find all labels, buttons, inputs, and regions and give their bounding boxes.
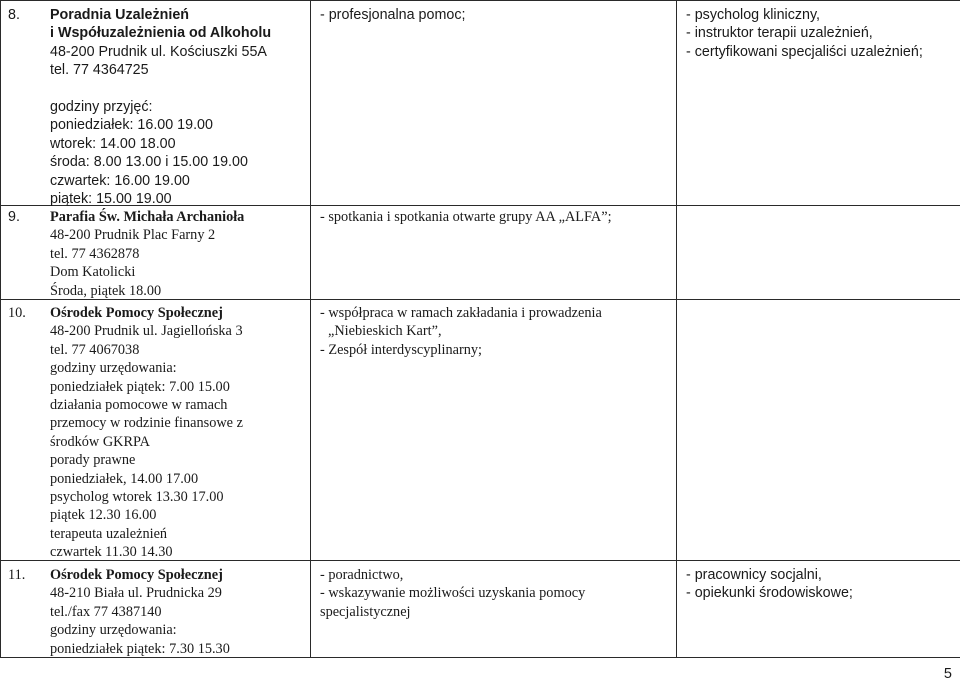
institution-name: i Współuzależnienia od Alkoholu xyxy=(50,25,272,42)
services-cell xyxy=(320,566,585,621)
hours-heading: godziny urzędowania: xyxy=(50,622,177,639)
institution-cell xyxy=(50,6,271,208)
hours-line: Środa, piątek 18.00 xyxy=(50,282,162,299)
info-line: środków GKRPA xyxy=(50,433,150,450)
service-line: specjalistycznej xyxy=(320,603,411,620)
institution-name: Ośrodek Pomocy Społecznej xyxy=(50,305,223,321)
hours-line: piątek 12.30 16.00 xyxy=(50,507,157,524)
hours-line: poniedziałek piątek: 7.30 15.30 xyxy=(50,640,230,657)
hours-line: poniedziałek: 16.00 19.00 xyxy=(50,117,213,134)
institution-cell xyxy=(50,304,243,561)
info-line: działania pomocowe w ramach xyxy=(50,396,228,413)
row-number: 10. xyxy=(8,305,26,321)
info-line: terapeuta uzależnień xyxy=(50,525,168,542)
services-cell xyxy=(320,6,465,24)
service-line: - wskazywanie możliwości uzyskania pomocy xyxy=(320,585,586,602)
staff-cell xyxy=(686,566,853,603)
hours-heading: godziny przyjęć: xyxy=(50,98,153,115)
service-line: „Niebieskich Kart”, xyxy=(328,323,442,340)
row-number: 8. xyxy=(8,7,20,23)
service-line: - Zespół interdyscyplinarny; xyxy=(320,341,482,358)
service-line: - współpraca w ramach zakładania i prowadzenia xyxy=(320,305,602,321)
hours-line: poniedziałek, 14.00 17.00 xyxy=(50,470,199,487)
phone-line: tel. 77 4364725 xyxy=(50,62,149,79)
institution-name: Parafia Św. Michała Archanioła xyxy=(50,209,245,225)
address-line: 48-200 Prudnik ul. Jagiellońska 3 xyxy=(50,323,243,340)
address-line: 48-200 Prudnik ul. Kościuszki 55A xyxy=(50,43,267,60)
phone-line: tel. 77 4067038 xyxy=(50,341,140,358)
hours-line: środa: 8.00 13.00 i 15.00 19.00 xyxy=(50,154,248,171)
service-line: - spotkania i spotkania otwarte grupy AA „ALFA”; xyxy=(320,209,612,225)
hours-line: piątek: 15.00 19.00 xyxy=(50,190,172,207)
hours-line: czwartek: 16.00 19.00 xyxy=(50,172,190,189)
page-number: 5 xyxy=(943,666,952,682)
services-cell xyxy=(320,304,602,359)
staff-line: - psycholog kliniczny, xyxy=(686,7,821,23)
staff-line: - certyfikowani specjaliści uzależnień; xyxy=(686,43,923,60)
address-line: 48-200 Prudnik Plac Farny 2 xyxy=(50,227,216,244)
staff-line: - instruktor terapii uzależnień, xyxy=(686,25,873,42)
address-line: 48-210 Biała ul. Prudnicka 29 xyxy=(50,585,222,602)
info-line: przemocy w rodzinie finansowe z xyxy=(50,415,243,432)
spacer-line xyxy=(50,80,271,98)
info-line: porady prawne xyxy=(50,452,136,469)
row-number: 11. xyxy=(8,567,26,583)
staff-line: - opiekunki środowiskowe; xyxy=(686,585,853,602)
institution-name: Poradnia Uzależnień xyxy=(50,7,190,23)
hours-line: poniedziałek piątek: 7.00 15.00 xyxy=(50,378,230,395)
hours-line: czwartek 11.30 14.30 xyxy=(50,544,173,561)
hours-line: psycholog wtorek 13.30 17.00 xyxy=(50,488,224,505)
location-line: Dom Katolicki xyxy=(50,264,136,281)
phone-line: tel./fax 77 4387140 xyxy=(50,603,162,620)
hours-heading: godziny urzędowania: xyxy=(50,360,177,377)
hours-line: wtorek: 14.00 18.00 xyxy=(50,135,176,152)
staff-line: - pracownicy socjalni, xyxy=(686,567,822,583)
institution-cell xyxy=(50,208,244,300)
institution-cell xyxy=(50,566,230,658)
table-border-top xyxy=(0,0,960,1)
institution-name: Ośrodek Pomocy Społecznej xyxy=(50,567,223,583)
service-line: - profesjonalna pomoc; xyxy=(320,7,466,23)
service-line: - poradnictwo, xyxy=(320,567,404,583)
row-number: 9. xyxy=(8,209,20,225)
phone-line: tel. 77 4362878 xyxy=(50,245,140,262)
services-cell xyxy=(320,208,612,226)
staff-cell xyxy=(686,6,923,61)
